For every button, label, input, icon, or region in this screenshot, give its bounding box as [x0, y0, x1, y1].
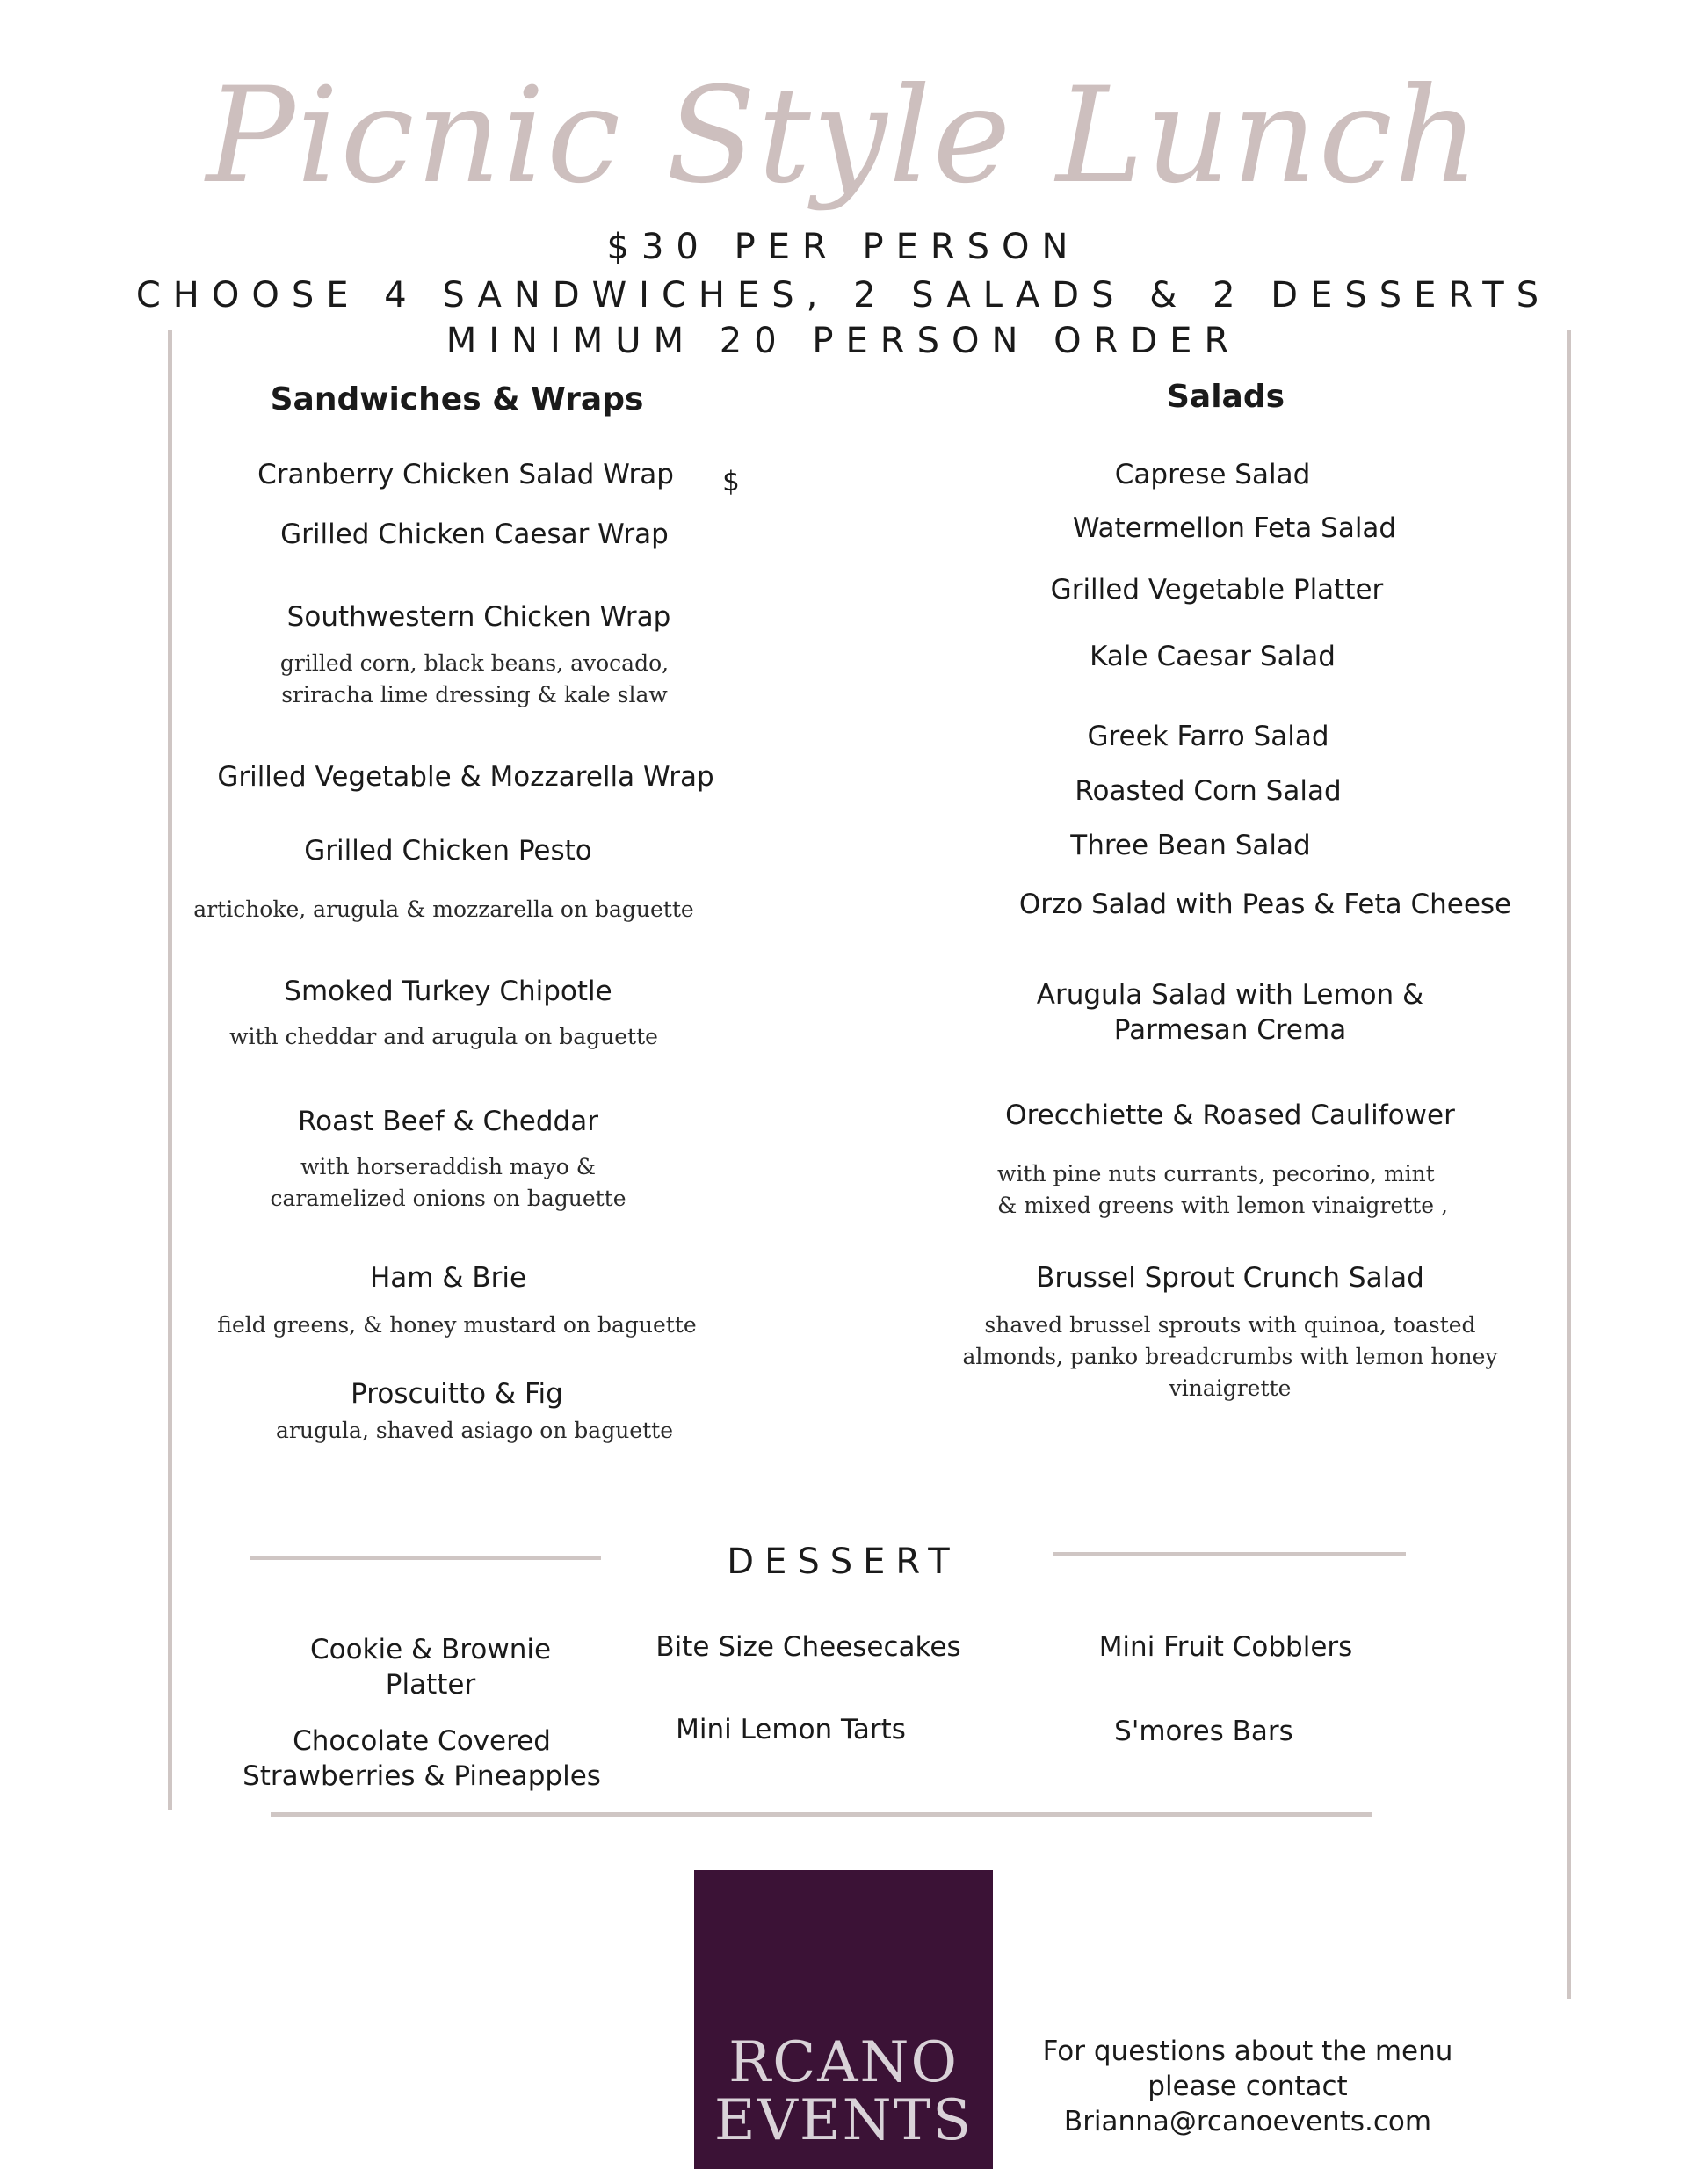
- dessert-heading: DESSERT: [727, 1542, 960, 1582]
- salad-item-name: Brussel Sprout Crunch Salad: [1036, 1262, 1424, 1294]
- salad-item-name: Roasted Corn Salad: [1075, 775, 1342, 807]
- stray-dollar-mark: $: [722, 466, 740, 497]
- page-title: Picnic Style Lunch: [206, 60, 1481, 213]
- salad-item-name: Orzo Salad with Peas & Feta Cheese: [1018, 889, 1512, 920]
- salad-item-desc: shaved brussel sprouts with quinoa, toasted almonds, panko breadcrumbs with lemon honey vinaigrette: [962, 1312, 1498, 1401]
- sandwich-item-name: Grilled Vegetable & Mozzarella Wrap: [217, 761, 714, 793]
- sandwich-item-desc: artichoke, arugula & mozzarella on baguette: [193, 896, 694, 922]
- sandwich-item-name: Grilled Chicken Caesar Wrap: [280, 519, 669, 550]
- dessert-item: S'mores Bars: [1114, 1716, 1293, 1747]
- sandwich-item-name: Grilled Chicken Pesto: [304, 835, 592, 867]
- salad-item-desc: with pine nuts currants, pecorino, mint & mixed greens with lemon vinaigrette ,: [997, 1161, 1448, 1218]
- dessert-item: Mini Fruit Cobblers: [1098, 1631, 1353, 1663]
- right-border-rule: [1567, 330, 1571, 1999]
- sandwich-item-desc: grilled corn, black beans, avocado, sriracha lime dressing & kale slaw: [279, 650, 670, 707]
- sandwich-item-desc: with horseraddish mayo & caramelized onions on baguette: [270, 1154, 626, 1211]
- salad-item-name: Grilled Vegetable Platter: [1050, 574, 1384, 606]
- salad-item-name: Caprese Salad: [1114, 459, 1311, 490]
- sandwich-item-desc: field greens, & honey mustard on baguette: [217, 1312, 697, 1338]
- sandwich-item-name: Southwestern Chicken Wrap: [286, 601, 671, 633]
- rcano-events-logo: [694, 1870, 993, 2169]
- salad-item-name: Watermellon Feta Salad: [1072, 512, 1397, 544]
- logo-line-1: RCANO: [728, 2030, 959, 2095]
- dessert-item: Chocolate Covered Strawberries & Pineapples: [243, 1725, 601, 1792]
- sandwich-item-name: Smoked Turkey Chipotle: [284, 976, 612, 1007]
- salad-item-name: Arugula Salad with Lemon & Parmesan Crema: [1036, 979, 1424, 1046]
- sandwich-item-name: Roast Beef & Cheddar: [298, 1106, 598, 1137]
- sandwich-item-desc: with cheddar and arugula on baguette: [229, 1024, 658, 1049]
- sandwich-item-name: Cranberry Chicken Salad Wrap: [257, 459, 674, 490]
- price-line: $30 PER PERSON: [606, 227, 1081, 267]
- dessert-item: Cookie & Brownie Platter: [309, 1634, 552, 1701]
- sandwich-item-desc: arugula, shaved asiago on baguette: [276, 1418, 673, 1443]
- salad-item-name: Kale Caesar Salad: [1090, 641, 1336, 672]
- dessert-rule-left: [250, 1556, 601, 1560]
- dessert-item: Bite Size Cheesecakes: [655, 1631, 961, 1663]
- contact-line-2: please contact: [1148, 2071, 1348, 2102]
- salad-item-name: Greek Farro Salad: [1087, 721, 1329, 752]
- salad-item-name: Three Bean Salad: [1070, 830, 1311, 861]
- dessert-rule-right: [1053, 1552, 1406, 1556]
- sandwiches-heading: Sandwiches & Wraps: [270, 381, 644, 417]
- choose-line: CHOOSE 4 SANDWICHES, 2 SALADS & 2 DESSERTS: [135, 275, 1552, 316]
- logo-line-2: EVENTS: [713, 2088, 974, 2153]
- contact-email-link[interactable]: Brianna@rcanoevents.com: [1063, 2106, 1432, 2137]
- salads-heading: Salads: [1166, 379, 1285, 415]
- sandwich-item-name: Proscuitto & Fig: [351, 1378, 563, 1410]
- salad-item-name: Orecchiette & Roased Caulifower: [1005, 1099, 1455, 1131]
- dessert-rule-bottom: [271, 1812, 1372, 1817]
- left-border-rule: [168, 330, 172, 1810]
- sandwich-item-name: Ham & Brie: [369, 1262, 527, 1294]
- contact-line-1: For questions about the menu: [1042, 2035, 1453, 2067]
- dessert-item: Mini Lemon Tarts: [676, 1714, 906, 1745]
- minimum-line: MINIMUM 20 PERSON ORDER: [445, 321, 1242, 361]
